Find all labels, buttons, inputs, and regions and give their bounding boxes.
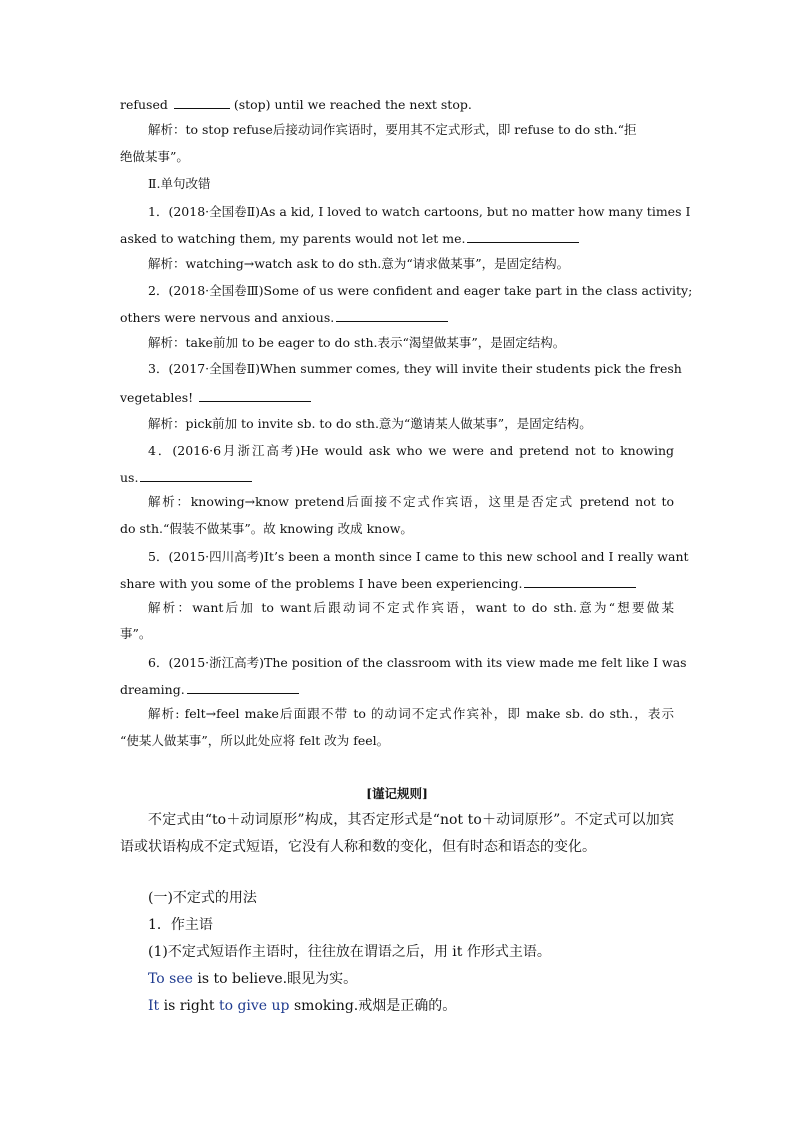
item-6-question-line-2 <box>120 681 299 698</box>
item-3-question-line-2 <box>120 389 311 406</box>
rules-paragraph-line-1: 不定式由“to＋动词原形”构成，其否定形式是“not to＋动词原形”。不定式可以加宾 <box>148 812 674 828</box>
item-3-answer: 解析：pick前加 to invite sb. to do sth.意为“邀请某人做某事”，是固定结构。 <box>148 416 592 431</box>
rules-paragraph-line-2: 语或状语构成不定式短语，它没有人称和数的变化，但有时态和语态的变化。 <box>120 839 596 855</box>
item-5-answer-line-2: 事”。 <box>120 626 152 641</box>
item-2-text: others were nervous and anxious. <box>120 310 335 325</box>
item-4-answer-line-1: 解析：knowing→know pretend后面接不定式作宾语，这里是否定式 pretend not to <box>148 494 674 509</box>
answer-blank <box>187 681 299 694</box>
answer-blank <box>524 575 636 588</box>
item-5-question-line-1: 5．(2015·四川高考)It’s been a month since I came to this new school and I really want <box>148 549 689 564</box>
usage-point-1: 1．作主语 <box>148 917 213 933</box>
item-5-answer-line-1: 解析：want后加 to want后跟动词不定式作宾语，want to do sth.意为“想要做某 <box>148 600 674 615</box>
item-1-question-line-2 <box>120 230 579 247</box>
item-6-text: dreaming. <box>120 682 185 697</box>
example-1 <box>148 970 357 988</box>
example-2-highlight-1: It <box>148 998 160 1014</box>
item-6-answer-line-1: 解析: felt→feel make后面跟不带 to 的动词不定式作宾补，即 make sb. do sth.，表示 <box>148 706 674 721</box>
answer-blank <box>174 96 230 109</box>
answer-blank <box>467 230 579 243</box>
item-5-question-line-2 <box>120 575 636 592</box>
item-2-question-line-1: 2．(2018·全国卷Ⅲ)Some of us were confident and eager take part in the class activity; <box>148 283 693 298</box>
item-3-text: vegetables! <box>120 390 194 405</box>
usage-point-1-1: (1)不定式短语作主语时，往往放在谓语之后，用 it 作形式主语。 <box>148 944 551 960</box>
answer-blank <box>199 389 311 402</box>
item-4-question-line-2 <box>120 469 252 486</box>
example-1-text: is to believe.眼见为实。 <box>192 971 358 987</box>
intro-answer-line-2: 绝做某事”。 <box>120 149 189 164</box>
item-3-question-line-1: 3．(2017·全国卷Ⅱ)When summer comes, they will invite their students pick the fresh <box>148 361 682 376</box>
item-4-answer-line-2: do sth.“假装不做某事”。故 knowing 改成 know。 <box>120 521 413 536</box>
answer-blank <box>336 309 448 322</box>
item-5-text: share with you some of the problems I have been experiencing. <box>120 576 523 591</box>
item-4-text: us. <box>120 470 139 485</box>
item-1-question-line-1: 1．(2018·全国卷Ⅱ)As a kid, I loved to watch cartoons, but no matter how many times I <box>148 204 691 219</box>
answer-blank <box>140 469 252 482</box>
item-2-question-line-2 <box>120 309 448 326</box>
section-heading: Ⅱ.单句改错 <box>148 176 211 191</box>
example-2-text: smoking.戒烟是正确的。 <box>289 998 457 1014</box>
intro-question-line <box>120 96 472 113</box>
item-1-text: asked to watching them, my parents would not let me. <box>120 231 466 246</box>
item-6-answer-line-2: “使某人做某事”，所以此处应将 felt 改为 feel。 <box>120 733 390 748</box>
intro-text-after: (stop) until we reached the next stop. <box>233 97 472 112</box>
item-1-answer: 解析：watching→watch ask to do sth.意为“请求做某事”，是固定结构。 <box>148 256 570 271</box>
example-1-highlight: To see <box>148 971 193 987</box>
intro-text: refused <box>120 97 168 112</box>
example-2-text-mid: is right <box>159 998 219 1014</box>
example-2-highlight-2: to give up <box>218 998 290 1014</box>
rules-title: [谨记规则] <box>366 786 428 801</box>
item-6-question-line-1: 6．(2015·浙江高考)The position of the classroom with its view made me felt like I was <box>148 655 687 670</box>
item-4-question-line-1: 4．(2016·6月浙江高考)He would ask who we were and pretend not to knowing <box>148 443 674 458</box>
example-2 <box>148 997 456 1015</box>
usage-subheading: (一)不定式的用法 <box>148 890 257 906</box>
item-2-answer: 解析：take前加 to be eager to do sth.表示“渴望做某事”，是固定结构。 <box>148 335 566 350</box>
intro-answer-line-1: 解析：to stop refuse后接动词作宾语时，要用其不定式形式，即 refuse to do sth.“拒 <box>148 122 637 137</box>
